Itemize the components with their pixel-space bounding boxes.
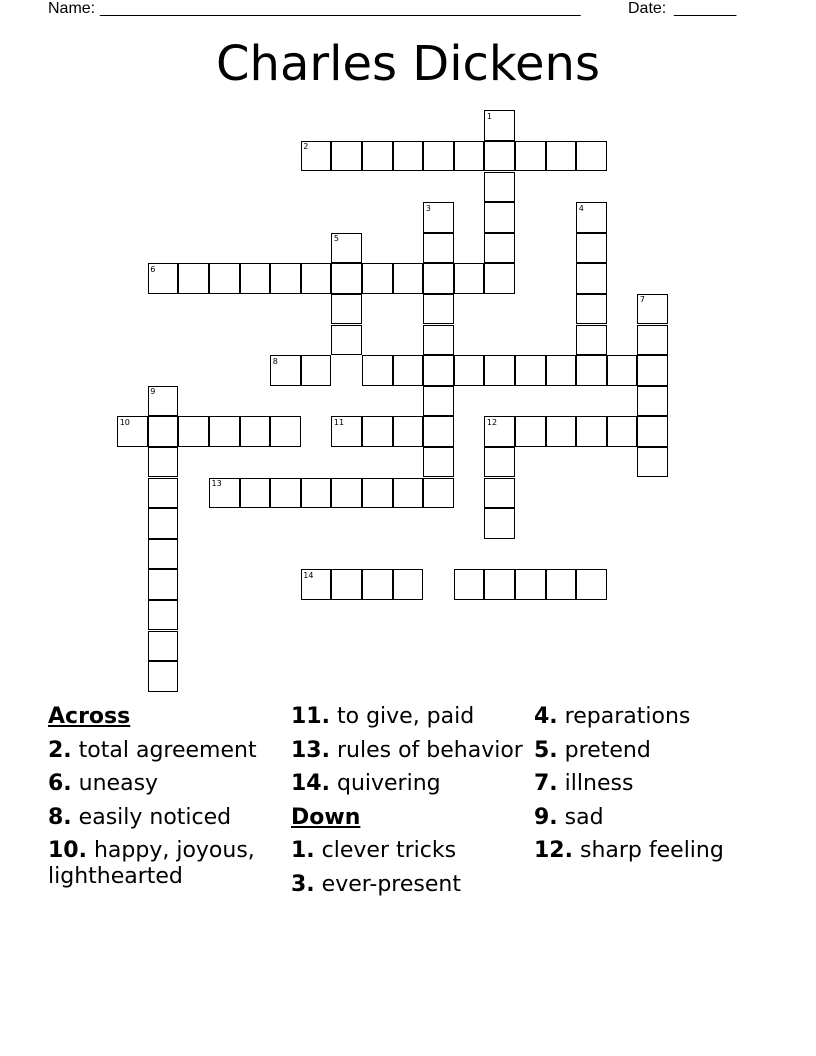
- grid-cell[interactable]: [484, 233, 515, 264]
- clue-number: 10: [119, 417, 130, 427]
- grid-cell[interactable]: [209, 416, 240, 447]
- grid-cell[interactable]: [637, 355, 668, 386]
- grid-cell[interactable]: [362, 478, 393, 509]
- grid-cell[interactable]: [423, 233, 454, 264]
- clue-number: 8: [272, 356, 278, 366]
- grid-cell[interactable]: [178, 416, 209, 447]
- grid-cell[interactable]: [423, 141, 454, 172]
- grid-cell[interactable]: [301, 478, 332, 509]
- grid-cell[interactable]: [331, 263, 362, 294]
- clue-item-text: ever-present: [321, 871, 461, 897]
- clue-number: 3: [425, 203, 431, 213]
- grid-cell[interactable]: [484, 263, 515, 294]
- grid-cell[interactable]: [607, 355, 638, 386]
- clue-item: [291, 771, 527, 797]
- grid-cell[interactable]: [637, 416, 668, 447]
- clue-number: 2: [303, 142, 309, 152]
- grid-cell[interactable]: [240, 416, 271, 447]
- clue-item-text: rules of behavior: [336, 737, 523, 763]
- clue-item: [48, 738, 284, 764]
- grid-cell[interactable]: [423, 263, 454, 294]
- date-blank[interactable]: _______: [674, 0, 737, 17]
- clue-item-text: sad: [564, 804, 604, 830]
- grid-cell[interactable]: [148, 631, 179, 662]
- grid-cell[interactable]: [209, 263, 240, 294]
- grid-cell[interactable]: [148, 447, 179, 478]
- grid-cell[interactable]: [301, 141, 332, 172]
- clue-item: [291, 704, 527, 730]
- grid-cell[interactable]: [393, 355, 424, 386]
- grid-cell[interactable]: [331, 325, 362, 356]
- grid-cell[interactable]: [393, 141, 424, 172]
- grid-cell[interactable]: [454, 355, 485, 386]
- grid-cell[interactable]: [546, 416, 577, 447]
- clue-column-2: [291, 704, 527, 905]
- grid-cell[interactable]: [484, 172, 515, 203]
- grid-cell[interactable]: [423, 447, 454, 478]
- grid-cell[interactable]: [301, 263, 332, 294]
- grid-cell[interactable]: [148, 416, 179, 447]
- grid-cell[interactable]: [393, 416, 424, 447]
- grid-cell[interactable]: [515, 569, 546, 600]
- clue-number: 9: [150, 387, 156, 397]
- grid-cell[interactable]: [270, 416, 301, 447]
- grid-cell[interactable]: [423, 294, 454, 325]
- grid-cell[interactable]: [484, 416, 515, 447]
- grid-cell[interactable]: [546, 569, 577, 600]
- clue-item-number: 12.: [534, 838, 573, 863]
- clue-item: [534, 838, 770, 864]
- clue-item-number: 1.: [291, 838, 315, 863]
- grid-cell[interactable]: [576, 294, 607, 325]
- clue-item: [534, 738, 770, 764]
- clue-item-number: 8.: [48, 804, 72, 830]
- grid-cell[interactable]: [331, 416, 362, 447]
- grid-cell[interactable]: [331, 478, 362, 509]
- grid-cell[interactable]: [576, 202, 607, 233]
- grid-cell[interactable]: [362, 416, 393, 447]
- grid-cell[interactable]: [148, 386, 179, 417]
- grid-cell[interactable]: [423, 355, 454, 386]
- grid-cell[interactable]: [484, 141, 515, 172]
- grid-cell[interactable]: [637, 386, 668, 417]
- grid-cell[interactable]: [270, 355, 301, 386]
- clue-item-number: 3.: [291, 871, 315, 897]
- clue-number: 6: [150, 264, 156, 274]
- grid-cell[interactable]: [423, 416, 454, 447]
- grid-cell[interactable]: [240, 478, 271, 509]
- grid-cell[interactable]: [148, 263, 179, 294]
- grid-cell[interactable]: [484, 110, 515, 141]
- clue-item: [534, 805, 770, 831]
- grid-cell[interactable]: [484, 569, 515, 600]
- grid-cell[interactable]: [148, 661, 179, 692]
- grid-cell[interactable]: [209, 478, 240, 509]
- grid-cell[interactable]: [331, 141, 362, 172]
- grid-cell[interactable]: [546, 141, 577, 172]
- grid-cell[interactable]: [331, 569, 362, 600]
- clue-item: [534, 704, 770, 730]
- clue-item-text: clever tricks: [321, 838, 457, 863]
- date-label: Date:: [628, 0, 667, 17]
- grid-cell[interactable]: [148, 600, 179, 631]
- grid-cell[interactable]: [331, 233, 362, 264]
- clue-item-number: 7.: [534, 771, 558, 796]
- clue-item: [48, 771, 284, 797]
- clue-item-number: 11.: [291, 704, 330, 729]
- clue-item-text: quivering: [336, 771, 441, 796]
- clue-item-number: 9.: [534, 804, 558, 830]
- clue-item-text: easily noticed: [78, 804, 232, 830]
- grid-cell[interactable]: [484, 508, 515, 539]
- clue-item-number: 2.: [48, 737, 72, 763]
- grid-cell[interactable]: [423, 478, 454, 509]
- grid-cell[interactable]: [607, 416, 638, 447]
- grid-cell[interactable]: [148, 569, 179, 600]
- grid-cell[interactable]: [576, 416, 607, 447]
- grid-cell[interactable]: [270, 478, 301, 509]
- clue-item-text: sharp feeling: [579, 838, 724, 863]
- grid-cell[interactable]: [423, 386, 454, 417]
- clue-item-text: total agreement: [78, 737, 257, 763]
- clue-item-text: happy, joyous, lighthearted: [48, 838, 255, 889]
- grid-cell[interactable]: [576, 233, 607, 264]
- grid-cell[interactable]: [454, 263, 485, 294]
- clue-item: [48, 805, 284, 831]
- grid-cell[interactable]: [515, 416, 546, 447]
- grid-cell[interactable]: [454, 569, 485, 600]
- clue-item-number: 13.: [291, 737, 330, 763]
- grid-cell[interactable]: [454, 141, 485, 172]
- clue-number: 4: [578, 203, 584, 213]
- grid-cell[interactable]: [178, 263, 209, 294]
- clue-number: 14: [303, 570, 314, 580]
- clue-number: 7: [639, 295, 645, 305]
- grid-cell[interactable]: [484, 447, 515, 478]
- clue-item-text: to give, paid: [336, 704, 475, 729]
- page-title: Charles Dickens: [216, 36, 600, 92]
- clue-number: 11: [333, 417, 345, 427]
- grid-cell[interactable]: [148, 539, 179, 570]
- grid-cell[interactable]: [576, 263, 607, 294]
- grid-cell[interactable]: [270, 263, 301, 294]
- grid-cell[interactable]: [148, 478, 179, 509]
- grid-cell[interactable]: [393, 569, 424, 600]
- grid-cell[interactable]: [301, 355, 332, 386]
- clue-number: 13: [211, 479, 222, 488]
- clue-number: 5: [333, 234, 339, 244]
- section-heading: Across: [48, 704, 131, 729]
- clue-item-text: reparations: [564, 704, 691, 729]
- clue-item: [291, 738, 527, 764]
- grid-cell[interactable]: [423, 202, 454, 233]
- clue-item-text: uneasy: [78, 771, 159, 796]
- grid-cell[interactable]: [240, 263, 271, 294]
- grid-cell[interactable]: [484, 202, 515, 233]
- grid-cell[interactable]: [515, 355, 546, 386]
- grid-cell[interactable]: [576, 569, 607, 600]
- clue-number: 12: [486, 417, 498, 427]
- clue-item-number: 5.: [534, 737, 558, 763]
- grid-cell[interactable]: [362, 263, 393, 294]
- clue-item-text: pretend: [564, 737, 651, 763]
- grid-cell[interactable]: [484, 355, 515, 386]
- grid-cell[interactable]: [576, 325, 607, 356]
- grid-cell[interactable]: [576, 141, 607, 172]
- clue-item-text: illness: [564, 771, 634, 796]
- grid-cell[interactable]: [576, 355, 607, 386]
- grid-cell[interactable]: [117, 416, 148, 447]
- name-label: Name:: [48, 0, 96, 17]
- clue-item: [291, 872, 527, 898]
- grid-cell[interactable]: [362, 569, 393, 600]
- grid-cell[interactable]: [393, 263, 424, 294]
- clue-item-number: 4.: [534, 704, 558, 729]
- clue-item-number: 14.: [291, 771, 330, 796]
- grid-cell[interactable]: [484, 478, 515, 509]
- grid-cell[interactable]: [362, 141, 393, 172]
- grid-cell[interactable]: [148, 508, 179, 539]
- grid-cell[interactable]: [362, 355, 393, 386]
- grid-cell[interactable]: [331, 294, 362, 325]
- grid-cell[interactable]: [515, 141, 546, 172]
- clue-item: [48, 838, 284, 890]
- grid-cell[interactable]: [546, 355, 577, 386]
- clue-column-3: [534, 704, 770, 872]
- grid-cell[interactable]: [301, 569, 332, 600]
- section-heading: Down: [291, 804, 361, 830]
- grid-cell[interactable]: [637, 447, 668, 478]
- grid-cell[interactable]: [393, 478, 424, 509]
- clue-item-number: 10.: [48, 838, 87, 863]
- clue-column-1: [48, 704, 284, 898]
- name-blank[interactable]: ______________________________________________________: [100, 0, 581, 17]
- clue-item: [291, 838, 527, 864]
- grid-cell[interactable]: [423, 325, 454, 356]
- grid-cell[interactable]: [637, 294, 668, 325]
- grid-cell[interactable]: [637, 325, 668, 356]
- clue-number: 1: [486, 111, 492, 121]
- clue-item-number: 6.: [48, 771, 72, 796]
- clue-item: [534, 771, 770, 797]
